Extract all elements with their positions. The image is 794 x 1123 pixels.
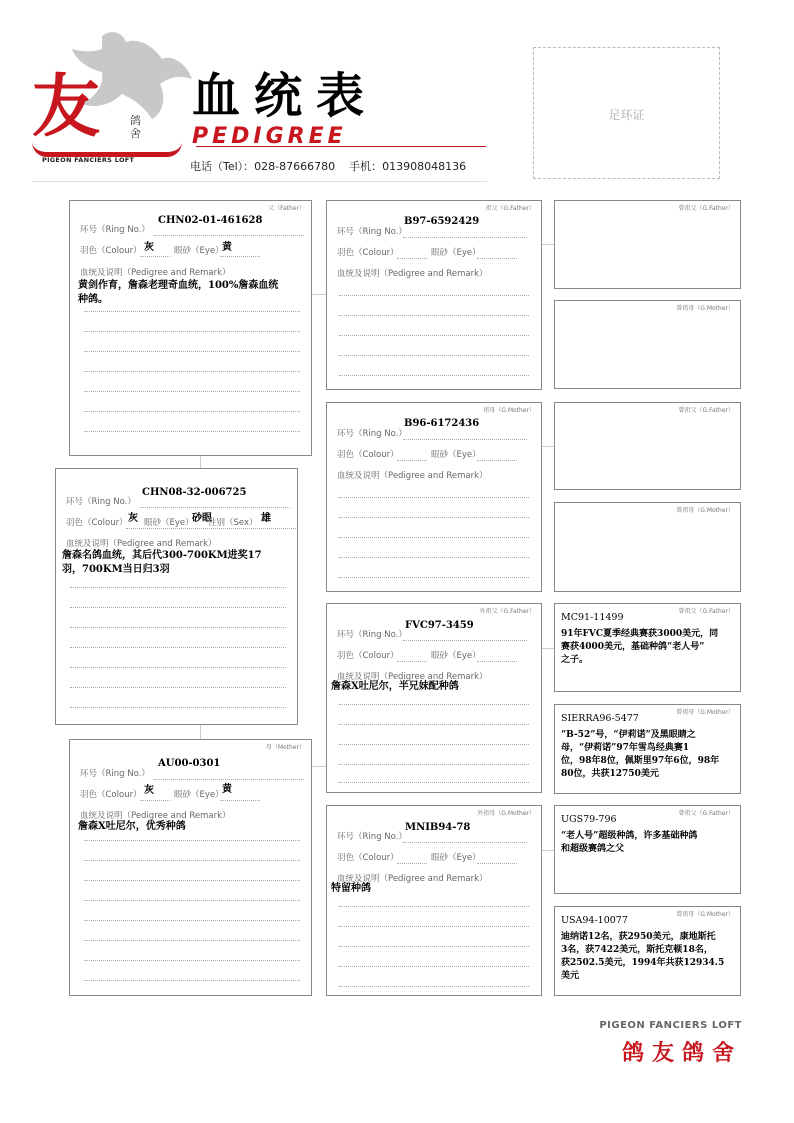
- remark-line: 赛获4000美元，基础种鸽“老人号”: [561, 642, 705, 652]
- great-grandmother-card-6: [554, 704, 741, 794]
- great-grandfather-card-3: [554, 402, 741, 490]
- remark-line: 位，98年8位，佩斯里97年6位，98年: [561, 756, 720, 766]
- remark-line: 迪纳诺12名，获2950美元，康地斯托: [561, 932, 716, 942]
- mother-card: [69, 739, 312, 996]
- connector: [200, 725, 201, 739]
- great-grandfather-card-7: [554, 805, 741, 894]
- remark-line: 80位，共获12750美元: [561, 769, 659, 779]
- remark-label: 血统及说明（Pedigree and Remark）: [66, 539, 217, 549]
- eye-label: 眼砂（Eye）: [174, 246, 224, 256]
- card-role: 曾祖母（G.Mother）: [676, 305, 734, 312]
- maternal-grandmother-card: [326, 805, 542, 996]
- eye-label: 眼砂（Eye）: [144, 518, 194, 528]
- remark-line: 詹森X吐尼尔，半兄妹配种鸽: [331, 681, 459, 692]
- logo-en: PIGEON FANCIERS LOFT: [42, 156, 135, 164]
- eye-value: 黄: [222, 784, 232, 795]
- sex-label: 性别（Sex）: [208, 518, 258, 528]
- logo-side-chars: 鸽舍: [130, 114, 141, 140]
- eye-value: 砂眼: [192, 513, 212, 524]
- ring-label: 环号（Ring No.）: [80, 769, 150, 779]
- ring-value: CHN02-01-461628: [158, 215, 263, 226]
- remark-line: 美元: [561, 971, 580, 981]
- remark-line: 和超级赛鸽之父: [561, 844, 625, 854]
- remark-line: 特留种鸽: [331, 883, 371, 894]
- ring-value: MNIB94-78: [405, 822, 471, 833]
- paternal-grandfather-card: [326, 200, 542, 390]
- remark-line: 91年FVC夏季经典赛获3000美元，同: [561, 629, 719, 639]
- remark-line: 黄剑作育，詹森老理奇血统，100%詹森血统: [78, 280, 279, 291]
- remark-label: 血统及说明（Pedigree and Remark）: [337, 269, 488, 279]
- ring-cert-label: 足环证: [608, 108, 645, 122]
- remark-line: 之子。: [561, 655, 589, 665]
- remark-line: 种鸽。: [78, 294, 108, 305]
- colour-label: 羽色（Colour）: [337, 248, 399, 258]
- colour-label: 羽色（Colour）: [80, 246, 142, 256]
- remark-line: 母，“伊莉诺”97年雪鸟经典赛1: [561, 743, 690, 753]
- card-role: 曾祖母（G.Mother）: [676, 709, 734, 716]
- connector: [542, 648, 554, 649]
- colour-label: 羽色（Colour）: [337, 853, 399, 863]
- card-role: 曾祖母（G.Mother）: [676, 911, 734, 918]
- ring-label: 环号（Ring No.）: [337, 227, 407, 237]
- great-grandfather-card-1: [554, 200, 741, 289]
- card-role: 外祖父（G.Father）: [479, 608, 535, 615]
- eye-label: 眼砂（Eye）: [174, 790, 224, 800]
- header-divider: [32, 181, 487, 182]
- eye-label: 眼砂（Eye）: [431, 450, 481, 460]
- eye-label: 眼砂（Eye）: [431, 248, 481, 258]
- remark-label: 血统及说明（Pedigree and Remark）: [337, 672, 488, 682]
- father-card: [69, 200, 312, 456]
- ring-value: MC91-11499: [561, 612, 624, 623]
- remark-label: 血统及说明（Pedigree and Remark）: [80, 811, 231, 821]
- colour-label: 羽色（Colour）: [337, 651, 399, 661]
- card-role: 外祖母（G.Mother）: [477, 810, 535, 817]
- great-grandmother-card-4: [554, 502, 741, 592]
- connector: [200, 456, 201, 468]
- logo: [32, 24, 192, 164]
- maternal-grandfather-card: [326, 603, 542, 793]
- ring-value: USA94-10077: [561, 915, 628, 926]
- connector: [542, 446, 554, 447]
- remark-label: 血统及说明（Pedigree and Remark）: [337, 874, 488, 884]
- great-grandmother-card-8: [554, 906, 741, 996]
- card-role: 祖父（G.Father）: [485, 205, 535, 212]
- card-role: 曾祖父（G.Father）: [678, 810, 734, 817]
- remark-line: 3名，获7422美元，斯托克顿18名，: [561, 945, 713, 955]
- paternal-grandmother-card: [326, 402, 542, 592]
- remark-label: 血统及说明（Pedigree and Remark）: [337, 471, 488, 481]
- card-role: 曾祖母（G.Mother）: [676, 507, 734, 514]
- ring-certificate-box: [533, 47, 720, 179]
- subject-card: [55, 468, 298, 725]
- ring-value: SIERRA96-5477: [561, 713, 639, 724]
- ring-value: UGS79-796: [561, 814, 617, 825]
- eye-label: 眼砂（Eye）: [431, 651, 481, 661]
- footer-en: PIGEON FANCIERS LOFT: [599, 1020, 742, 1031]
- card-role: 祖母（G.Mother）: [483, 407, 535, 414]
- colour-label: 羽色（Colour）: [80, 790, 142, 800]
- ring-value: FVC97-3459: [405, 620, 474, 631]
- colour-value: 灰: [144, 785, 154, 796]
- ring-value: AU00-0301: [158, 758, 221, 769]
- ring-value: CHN08-32-006725: [142, 487, 247, 498]
- title-en: PEDIGREE: [192, 124, 347, 149]
- connector: [542, 850, 554, 851]
- remark-line: 詹森名鸽血统，其后代300-700KM进奖17: [62, 550, 262, 561]
- remark-line: 获2502.5美元，1994年共获12934.5: [561, 958, 725, 968]
- connector: [542, 244, 554, 245]
- colour-label: 羽色（Colour）: [337, 450, 399, 460]
- title-cn: 血统表: [192, 68, 379, 124]
- eye-value: 黄: [222, 242, 232, 253]
- sex-value: 雄: [261, 513, 271, 524]
- colour-value: 灰: [144, 242, 154, 253]
- card-role: 父（Father）: [268, 205, 305, 212]
- card-role: 母（Mother）: [265, 744, 305, 751]
- logo-swoosh: [32, 142, 182, 157]
- ring-value: B96-6172436: [404, 418, 480, 429]
- ring-value: B97-6592429: [404, 216, 480, 227]
- card-role: 曾祖父（G.Father）: [678, 608, 734, 615]
- title-underline: [196, 146, 486, 147]
- remark-label: 血统及说明（Pedigree and Remark）: [80, 268, 231, 278]
- ring-label: 环号（Ring No.）: [337, 630, 407, 640]
- connector: [312, 766, 326, 767]
- card-role: 曾祖父（G.Father）: [678, 407, 734, 414]
- remark-line: “B-52”号，“伊莉诺”及黑眼睛之: [561, 730, 696, 740]
- card-role: 曾祖父（G.Father）: [678, 205, 734, 212]
- ring-label: 环号（Ring No.）: [337, 429, 407, 439]
- contact-info: 电话（Tel）：028-87666780 手机：013908048136: [190, 160, 467, 173]
- remark-line: “老人号”超级种鸽，许多基础种鸽: [561, 831, 698, 841]
- colour-label: 羽色（Colour）: [66, 518, 128, 528]
- logo-char: 友: [32, 67, 101, 147]
- great-grandfather-card-5: [554, 603, 741, 692]
- ring-label: 环号（Ring No.）: [80, 225, 150, 235]
- remark-line: 羽，700KM当日归3羽: [62, 564, 170, 575]
- remark-line: 詹森X吐尼尔，优秀种鸽: [78, 821, 186, 832]
- colour-value: 灰: [128, 513, 138, 524]
- connector: [312, 294, 326, 295]
- footer-cn: 鸽友鸽舍: [621, 1040, 742, 1066]
- great-grandmother-card-2: [554, 300, 741, 389]
- ring-label: 环号（Ring No.）: [66, 497, 136, 507]
- eye-label: 眼砂（Eye）: [431, 853, 481, 863]
- ring-label: 环号（Ring No.）: [337, 832, 407, 842]
